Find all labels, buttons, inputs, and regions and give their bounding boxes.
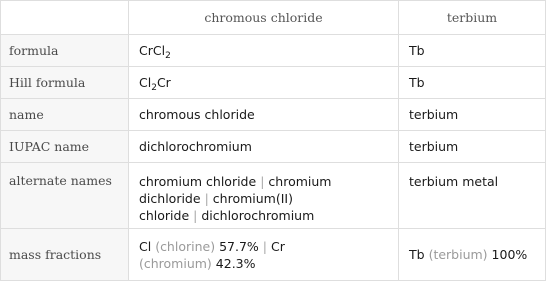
hill-formula-chromous-chloride — [129, 67, 399, 99]
alt-name-2b: dichloride — [139, 191, 201, 206]
formula-terbium: Tb — [399, 35, 546, 67]
alt-line-3 — [139, 207, 398, 224]
row-hill-formula — [1, 67, 546, 99]
alt-name-2a: chromium — [268, 174, 332, 189]
header-empty-cell — [1, 1, 129, 35]
alternate-names-list — [139, 163, 398, 224]
label-hill-formula: Hill formula — [1, 67, 129, 99]
label-iupac-name: IUPAC name — [1, 131, 129, 163]
header-chromous-chloride: chromous chloride — [129, 1, 399, 35]
formula-a-base: CrCl — [139, 43, 166, 58]
row-mass-fractions — [1, 229, 546, 281]
formula-chromous-chloride — [129, 35, 399, 67]
alt-name-3a: chromium(II) — [212, 191, 293, 206]
mass-tb-value: 100% — [491, 247, 528, 262]
mass-tb-symbol: Tb — [409, 247, 425, 262]
hill-formula-terbium: Tb — [399, 67, 546, 99]
label-name: name — [1, 99, 129, 131]
alt-separator-1: | — [260, 174, 265, 189]
row-formula — [1, 35, 546, 67]
mass-line-2 — [139, 255, 398, 272]
mass-cl-name: (chlorine) — [155, 238, 216, 254]
row-alternate-names — [1, 163, 546, 229]
mass-cr-value: 42.3% — [215, 255, 256, 271]
mass-tb-name: (terbium) — [428, 247, 488, 262]
label-alternate-names — [1, 163, 129, 229]
alt-terbium-text: terbium metal — [409, 174, 499, 189]
alt-name-3b: chloride — [139, 208, 190, 223]
header-terbium: terbium — [399, 1, 546, 35]
mass-cr-name: (chromium) — [139, 255, 212, 271]
alt-separator-2: | — [204, 191, 209, 206]
hill-a-pre: Cl — [139, 75, 152, 90]
row-name — [1, 99, 546, 131]
alt-name-1: chromium chloride — [139, 174, 257, 189]
mass-fractions-chromous-chloride — [129, 229, 399, 281]
hill-a-post: Cr — [156, 75, 171, 90]
mass-separator: | — [262, 238, 268, 254]
mass-cr-symbol: Cr — [271, 238, 285, 254]
mass-cl-symbol: Cl — [139, 238, 152, 254]
label-mass-fractions: mass fractions — [1, 229, 129, 281]
header-row — [1, 1, 546, 35]
mass-cl-value: 57.7% — [219, 238, 259, 254]
label-formula: formula — [1, 35, 129, 67]
alt-line-1 — [139, 173, 398, 190]
label-alternate-names-text: alternate names — [9, 173, 112, 188]
alternate-names-chromous-chloride — [129, 163, 399, 229]
iupac-terbium: terbium — [399, 131, 546, 163]
alt-name-4: dichlorochromium — [201, 208, 315, 223]
alternate-names-terbium — [399, 163, 546, 229]
name-chromous-chloride: chromous chloride — [129, 99, 399, 131]
mass-fractions-terbium — [399, 229, 546, 281]
mass-line-1 — [139, 238, 398, 255]
formula-a-subscript: 2 — [165, 51, 171, 61]
iupac-chromous-chloride: dichlorochromium — [129, 131, 399, 163]
alt-line-2 — [139, 190, 398, 207]
name-terbium: terbium — [399, 99, 546, 131]
row-iupac-name — [1, 131, 546, 163]
hill-a-subscript: 2 — [151, 83, 157, 93]
alt-separator-3: | — [193, 208, 198, 223]
